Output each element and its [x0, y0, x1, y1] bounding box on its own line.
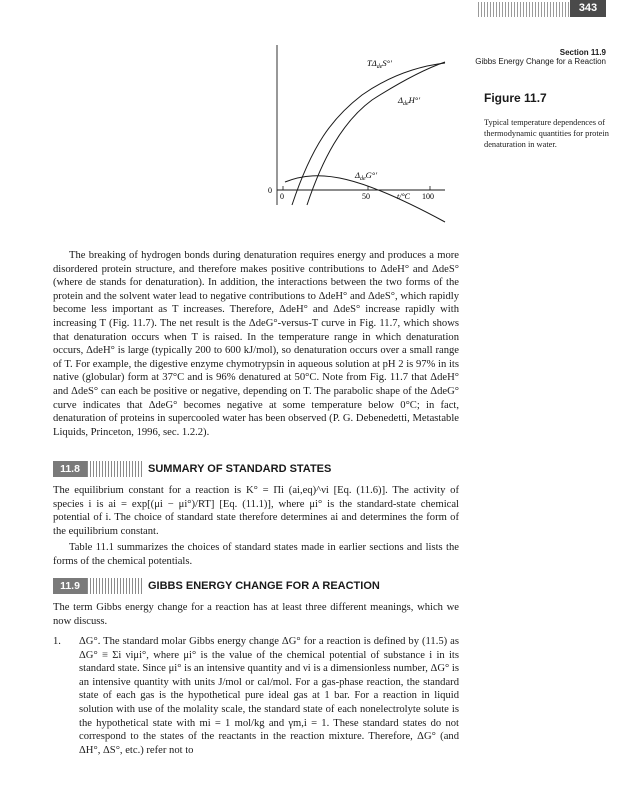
series-label-delta-g: $\Delta_{de}G^\circ'$ [355, 170, 378, 182]
running-section-label: Section 11.9 [559, 48, 606, 57]
x-tick-label-0: 0 [280, 192, 284, 201]
list-item-number: 1. [53, 636, 61, 647]
section-stripe [87, 461, 143, 477]
paragraph-table-summary: Table 11.1 summarizes the choices of standard states made in earlier sections and lists the forms of the chemical potentials. [53, 542, 459, 567]
section-heading-11-9 [53, 578, 380, 594]
figure-chart [270, 40, 470, 220]
paragraph-denaturation: The breaking of hydrogen bonds during denaturation requires energy and produces a more disordered protein structure, and therefore makes positive contributions to ΔdeH° and ΔdeS° (where de stands for denaturation). In addition, the interactions between the two forms of the protein and the solvent water lead to negative contributions to ΔdeH° and ΔdeS°, which rapidly become less important as T increases. Therefore, ΔdeH° and ΔdeS° increase rapidly with increasing T (Fig. 11.7). The net result is the ΔdeG°-versus-T curve in Fig. 11.7, which shows that denaturation occurs when T is raised. In the temperature range in which denaturation occurs, ΔdeH° is large (typically 200 to 600 kJ/mol), so denaturation occurs over a small range of T. For example, the digestive enzyme chymotrypsin in aqueous solution at pH 2 is 97% in its native (globular) form at 37°C and is 96% denatured at 50°C. Note from Fig. 11.7 that ΔdeH° and ΔdeS° can each be positive or negative, depending on T. The parabolic shape of the ΔdeG° curve indicates that ΔdeG° becomes negative at some temperature below 0°C; in fact, denaturation of proteins in supercooled water has been observed (P. G. Debenedetti, Metastable Liquids, Princeton, 1996, sec. 1.2.2). [53, 250, 459, 438]
series-label-delta-h: $\Delta_{de}H^\circ'$ [398, 95, 421, 107]
page-number: 343 [570, 0, 606, 17]
list-item-text: ΔG°. The standard molar Gibbs energy change ΔG° for a reaction is defined by (11.5) as ΔG° ≡ Σi νiμi°, where μi° is the value of the chemical potential of substance i in its standard state. Since μi° is an intensive quantity and νi is a dimensionless number, ΔG° is an intensive quantity with units J/mol or cal/mol. For a gas-phase reaction, the standard state of each gas is the hypothetical pure ideal gas at 1 bar. For a reaction in liquid solution with use of the molality scale, the standard state of each nonelectrolyte solute is the hypothetical state with mi = 1 mol/kg and γm,i = 1. These standard states do not correspond to the states of the reactants in the reaction mixture. Therefore, ΔG° (and ΔH°, ΔS°, etc.) refer not to [79, 636, 459, 756]
x-axis-label: t/°C [397, 192, 410, 201]
section-stripe [87, 578, 143, 594]
section-number: 11.8 [53, 461, 87, 477]
paragraph-meanings: The term Gibbs energy change for a reaction has at least three different meanings, which we now discuss. [53, 602, 459, 627]
paragraph-standard-states: The equilibrium constant for a reaction is K° = Πi (ai,eq)^νi [Eq. (11.6)]. The activity of species i is ai = exp[(μi − μi°)/RT] [Eq. (11.1)], where μi° is the standard-state chemical potential of i. The choice of standard state therefore determines ai and determines the form of the equilibrium constant. [53, 485, 459, 537]
figure-label: Figure 11.7 [484, 91, 547, 105]
section-title: SUMMARY OF STANDARD STATES [148, 463, 332, 475]
figure-caption: Typical temperature dependences of thermodynamic quantities for protein denaturation in water. [484, 118, 609, 149]
y-tick-label-0: 0 [268, 186, 272, 195]
x-tick-label-100: 100 [422, 192, 434, 201]
x-tick-label-50: 50 [362, 192, 370, 201]
series-label-t-delta-s: $T\Delta_{de}S^\circ'$ [367, 58, 392, 70]
running-section-title: Gibbs Energy Change for a Reaction [475, 57, 606, 66]
section-number: 11.9 [53, 578, 87, 594]
section-heading-11-8 [53, 461, 353, 477]
series-delta-h [307, 62, 445, 205]
section-title: GIBBS ENERGY CHANGE FOR A REACTION [148, 580, 380, 592]
